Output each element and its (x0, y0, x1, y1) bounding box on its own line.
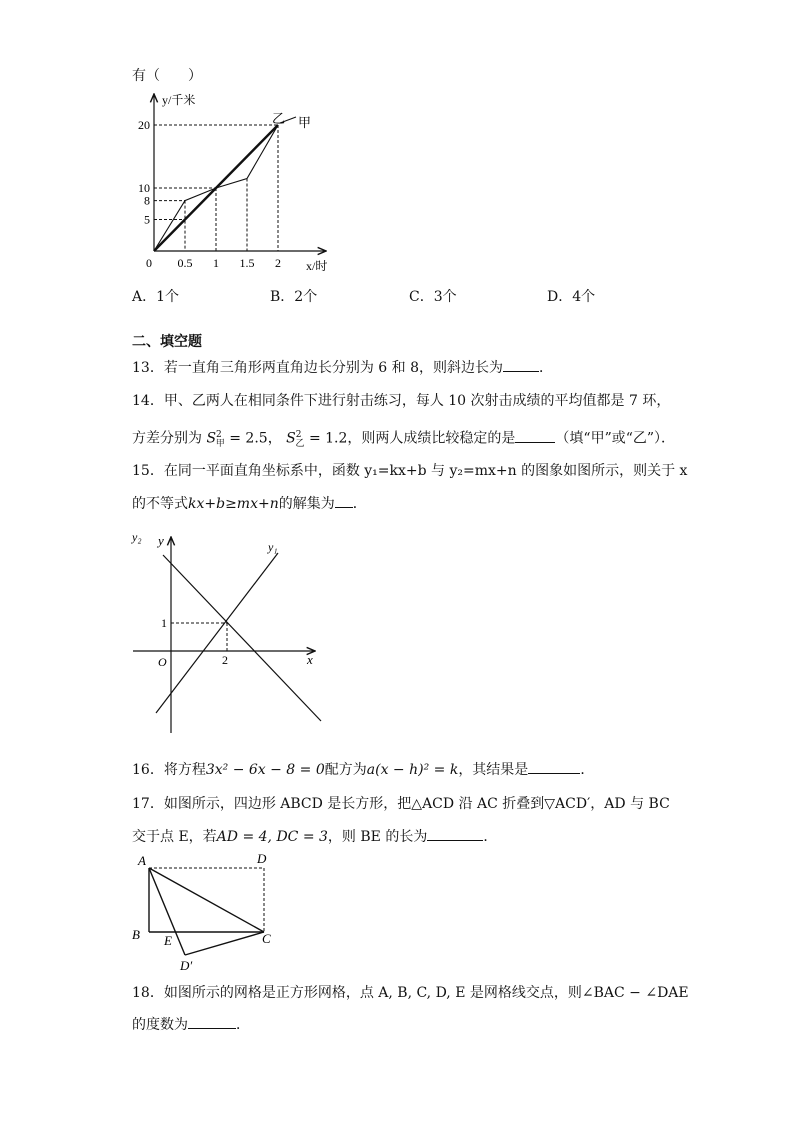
q13-text: 13．若一直角三角形两直角边长分别为 6 和 8，则斜边长为 (132, 360, 503, 376)
x-axis-label: x/时 (306, 259, 328, 273)
q17-line2-mid: ，则 BE 的长为 (327, 829, 428, 845)
q14-post: ，则两人成绩比较稳定的是 (347, 430, 516, 447)
origin-label: 0 (146, 256, 152, 270)
diagonal-ac (149, 868, 264, 932)
q18-line2-text: 的度数为 (132, 1017, 188, 1033)
q15-end: ． (352, 496, 367, 512)
q15-line2-post: 的解集为 (278, 496, 335, 512)
q16-form: a(x − h)² = k (366, 762, 459, 778)
q17-line1: 17．如图所示，四边形 ABCD 是长方形，把△ACD 沿 AC 折叠到▽ACD′，AD 与 BC (132, 796, 670, 812)
q17-rectangle-fold-figure (128, 848, 288, 974)
q15-line1: 15．在同一平面直角坐标系中，函数 y₁=kx+b 与 y₂=mx+n 的图象如图所示，则关于 x (132, 463, 688, 479)
label-y1: y₁ (268, 540, 278, 554)
option-a[interactable]: A．1个 (132, 289, 180, 305)
q15-line2-pre: 的不等式 (132, 496, 188, 512)
label-b: B (132, 927, 140, 942)
q12-tail: 有（ ） (132, 68, 202, 84)
series-label-jia: 甲 (298, 115, 312, 130)
q17-line2 (132, 826, 497, 847)
line-y2 (163, 555, 321, 721)
q15-inequality: kx+b≥mx+n (188, 496, 279, 512)
q14-s2-sub: 乙 (295, 439, 305, 450)
q17-line2-pre: 交于点 E，若 (132, 829, 217, 845)
series-label-yi: 乙 (272, 111, 286, 126)
q14-line1: 14．甲、乙两人在相同条件下进行射击练习，每人 10 次射击成绩的平均值都是 7 环， (132, 393, 671, 409)
q18-line2 (132, 1014, 250, 1035)
q17-condition: AD = 4, DC = 3 (216, 829, 328, 845)
label-e: E (164, 933, 172, 948)
q18-blank[interactable] (188, 1014, 236, 1029)
option-c[interactable]: C．3个 (409, 289, 457, 305)
q18-end: ． (236, 1017, 250, 1033)
q12-distance-time-chart (130, 88, 350, 278)
q14-s1-val: = 2.5 (229, 430, 268, 447)
label-tick-1: 1 (161, 616, 167, 630)
label-y: y (158, 533, 164, 548)
label-tick-2: 2 (222, 653, 228, 667)
option-b[interactable]: B．2个 (270, 289, 318, 305)
q13-end: ． (538, 360, 553, 376)
section-title: 二、填空题 (132, 334, 202, 350)
x-tick-label-1: 1 (213, 256, 219, 270)
x-tick-label-1.5: 1.5 (239, 256, 255, 270)
q13-blank[interactable] (503, 357, 539, 372)
y-axis-label: y/千米 (162, 93, 196, 107)
label-a: A (138, 853, 146, 868)
y-tick-label-5: 5 (144, 212, 150, 227)
q16-pre: 16．将方程 (132, 762, 206, 778)
q15-line2 (132, 493, 367, 514)
q18-line1: 18．如图所示的网格是正方形网格，点 A, B, C, D, E 是网格线交点，则∠BAC − ∠DAE (132, 985, 689, 1001)
q14-pre: 方差分别为 (132, 430, 202, 447)
x-tick-label-2: 2 (275, 256, 281, 270)
q16-blank[interactable] (528, 759, 580, 774)
line-y1 (156, 553, 278, 713)
q16 (132, 759, 594, 780)
label-c: C (262, 931, 271, 946)
y-tick-label-8: 8 (144, 193, 150, 208)
y-tick-label-10: 10 (138, 181, 150, 195)
label-d: D (257, 851, 267, 866)
q13 (132, 357, 553, 378)
q16-post: ，其结果是 (458, 762, 529, 778)
q15-line-graph (128, 525, 328, 740)
q16-end: ． (580, 762, 595, 778)
q14-line2: 方差分别为 $S^2_甲 = 2.5$， $S^2_乙 = 1.2$，则两人成绩比较稳定的是 （填“甲”或“乙”）． (132, 425, 675, 454)
label-origin: O (158, 655, 167, 669)
q14-s1-sub: 甲 (215, 439, 225, 450)
label-x: x (307, 652, 313, 667)
q14-end: （填“甲”或“乙”）． (555, 430, 676, 447)
edge-d-prime-c (185, 932, 264, 955)
q15-blank[interactable] (335, 493, 353, 508)
q14-blank[interactable] (515, 428, 555, 443)
y-tick-label-20: 20 (138, 118, 150, 132)
q16-mid: 配方为 (324, 762, 367, 778)
q14-s2-val: = 1.2 (308, 430, 348, 447)
label-d-prime: D′ (180, 958, 193, 973)
q17-blank[interactable] (427, 826, 483, 841)
q17-end: ． (483, 829, 498, 845)
q16-equation: 3x² − 6x − 8 = 0 (205, 762, 325, 778)
option-d[interactable]: D．4个 (547, 289, 596, 305)
label-y2: y₂ (132, 530, 142, 544)
x-tick-label-0.5: 0.5 (177, 256, 193, 270)
